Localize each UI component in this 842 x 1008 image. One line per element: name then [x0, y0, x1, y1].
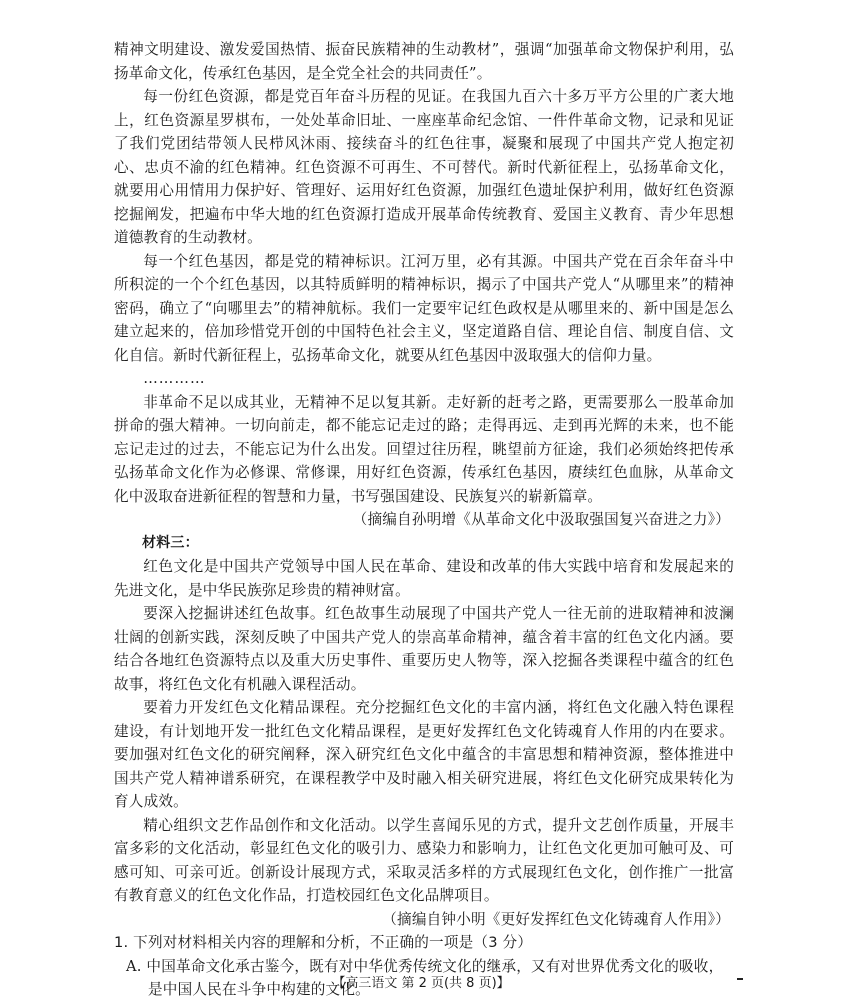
source-citation-1: （摘编自孙明增《从革命文化中汲取强国复兴奋进之力》） — [352, 511, 730, 528]
footer-dash-mark — [737, 978, 743, 980]
option-a-continued: 是中国人民在斗争中构建的文化。 — [148, 981, 370, 998]
article-body — [114, 38, 734, 1002]
paragraph-4: 非革命不足以成其业，无精神不足以复其新。走好新的赶考之路，更需要那么一股革命加拼命的强大精神。一切向前走，都不能忘记走过的路；走得再远、走到再光辉的未来，也不能忘记走过的过去，不能忘记为什么出发。回望过往历程，眺望前方征途，我们必须始终把传承弘扬革命文化作为必修课、常修课，用好红色资源，传承红色基因，赓续红色血脉，从革命文化中汲取奋进新征程的智慧和力量，书写强国建设、民族复兴的崭新篇章。 — [114, 393, 734, 505]
paragraph-1: 精神文明建设、激发爱国热情、振奋民族精神的生动教材”，强调“加强革命文物保护利用，弘扬革命文化，传承红色基因，是全党全社会的共同责任”。 — [114, 41, 734, 82]
paragraph-2: 每一份红色资源，都是党百年奋斗历程的见证。在我国九百六十多万平方公里的广袤大地上，红色资源星罗棋布，一处处革命旧址、一座座革命纪念馆、一件件革命文物，记录和见证了我们党团结带领人民栉风沐雨、接续奋斗的红色往事，凝聚和展现了中国共产党人抱定初心、忠贞不渝的红色精神。红色资源不可再生、不可替代。新时代新征程上，弘扬革命文化，就要用心用情用力保护好、管理好、运用好红色资源，加强红色遗址保护利用，做好红色资源挖掘阐发，把遍布中华大地的红色资源打造成开展革命传统教育、爱国主义教育、青少年思想道德教育的生动教材。 — [114, 88, 734, 246]
paragraph-6: 要深入挖掘讲述红色故事。红色故事生动展现了中国共产党人一往无前的进取精神和波澜壮阔的创新实践，深刻反映了中国共产党人的崇高革命精神，蕴含着丰富的红色文化内涵。要结合各地红色资源特点以及重大历史事件、重要历史人物等，深入挖掘各类课程中蕴含的红色故事，将红色文化有机融入课程活动。 — [114, 605, 734, 693]
material-three-heading: 材料三： — [142, 534, 199, 551]
option-a: A. 中国革命文化承古鉴今，既有对中华优秀传统文化的继承，又有对世界优秀文化的吸收， — [126, 957, 724, 975]
source-citation-2: （摘编自钟小明《更好发挥红色文化铸魂育人作用》） — [382, 910, 730, 928]
paragraph-8: 精心组织文艺作品创作和文化活动。以学生喜闻乐见的方式，提升文艺创作质量，开展丰富多彩的文化活动，彰显红色文化的吸引力、感染力和影响力，让红色文化更加可触可及、可感可知、可亲可近。创新设计展现方式，采取灵活多样的方式展现红色文化，创作推广一批富有教育意义的红色文化作品，打造校园红色文化品牌项目。 — [114, 816, 734, 904]
paragraph-3: 每一个红色基因，都是党的精神标识。江河万里，必有其源。中国共产党在百余年奋斗中所积淀的一个个红色基因，以其特质鲜明的精神标识，揭示了中国共产党人“从哪里来”的精神密码，确立了“向哪里去”的精神航标。我们一定要牢记红色政权是从哪里来的、新中国是怎么建立起来的，倍加珍惜党开创的中国特色社会主义，坚定道路自信、理论自信、制度自信、文化自信。新时代新征程上，弘扬革命文化，就要从红色基因中汲取强大的信仰力量。 — [114, 252, 734, 364]
question-stem: 1. 下列对材料相关内容的理解和分析，不正确的一项是（3 分） — [114, 934, 533, 951]
paragraph-7: 要着力开发红色文化精品课程。充分挖掘红色文化的丰富内涵，将红色文化融入特色课程建设，有计划地开发一批红色文化精品课程，是更好发挥红色文化铸魂育人作用的内在要求。要加强对红色文化的研究阐释，深入研究红色文化中蕴含的丰富思想和精神资源，整体推进中国共产党人精神谱系研究，在课程教学中及时融入相关研究进展，将红色文化研究成果转化为育人成效。 — [114, 699, 734, 810]
ellipsis-line: ………… — [143, 370, 206, 387]
page-footer: 【高三语文 第 2 页(共 8 页)】 — [332, 976, 510, 991]
paragraph-5: 红色文化是中国共产党领导中国人民在革命、建设和改革的伟大实践中培育和发展起来的先进文化，是中华民族弥足珍贵的精神财富。 — [114, 558, 734, 599]
